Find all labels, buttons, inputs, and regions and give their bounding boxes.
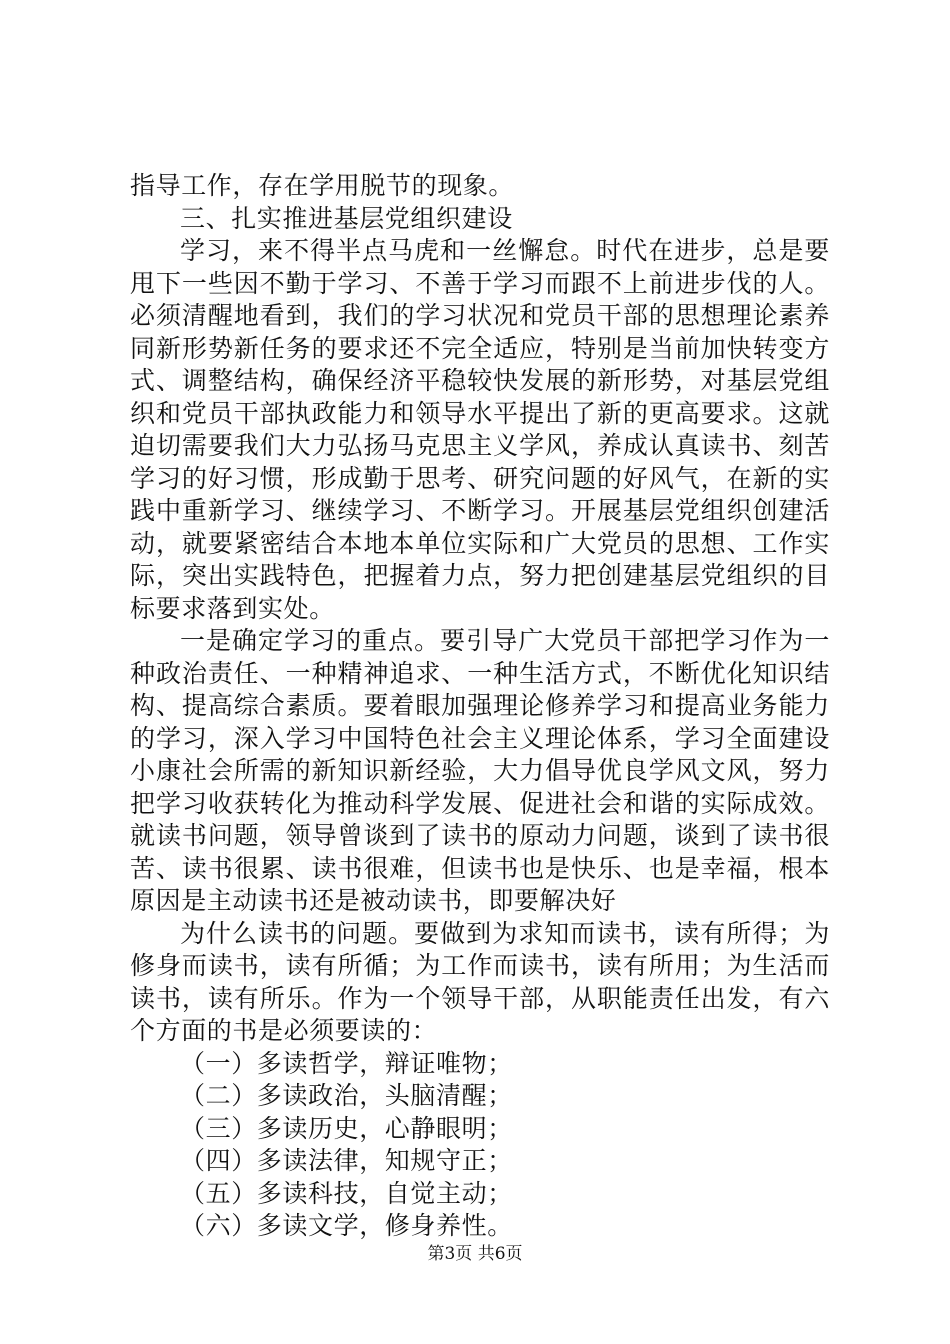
paragraph-study: 学习，来不得半点马虎和一丝懈怠。时代在进步，总是要甩下一些因不勤于学习、不善于学习而跟不上前进步伐的人。必须清醒地看到，我们的学习状况和党员干部的思想理论素养同新形势新任务的要求还不完全适应，特别是当前加快转变方式、调整结构，确保经济平稳较快发展的新形势，对基层党组织和党员干部执政能力和领导水平提出了新的更高要求。这就迫切需要我们大力弘扬马克思主义学风，养成认真读书、刻苦学习的好习惯，形成勤于思考、研究问题的好风气，在新的实践中重新学习、继续学习、不断学习。开展基层党组织创建活动，就要紧密结合本地本单位实际和广大党员的思想、工作实际，突出实践特色，把握着力点，努力把创建基层党组织的目标要求落到实处。 — [130, 236, 830, 623]
document-body — [130, 170, 830, 1243]
section-heading: 三、扎实推进基层党组织建设 — [180, 203, 513, 233]
list-item: （一）多读哲学，辩证唯物； — [180, 1048, 513, 1078]
paragraph-key-points: 一是确定学习的重点。要引导广大党员干部把学习作为一种政治责任、一种精神追求、一种生活方式，不断优化知识结构、提高综合素质。要着眼加强理论修养学习和提高业务能力的学习，深入学习中国特色社会主义理论体系，学习全面建设小康社会所需的新知识新经验，大力倡导优良学风文风，努力把学习收获转化为推动科学发展、促进社会和谐的实际成效。就读书问题，领导曾谈到了读书的原动力问题，谈到了读书很苦、读书很累、读书很难，但读书也是快乐、也是幸福，根本原因是主动读书还是被动读书，即要解决好 — [130, 626, 830, 915]
list-item: （五）多读科技，自觉主动； — [180, 1178, 513, 1208]
list-item: （二）多读政治，头脑清醒； — [180, 1081, 513, 1110]
paragraph-closing-line: 指导工作，存在学用脱节的现象。 — [130, 171, 515, 200]
list-item: （三）多读历史，心静眼明； — [180, 1113, 513, 1143]
list-item: （六）多读文学，修身养性。 — [180, 1211, 513, 1240]
page-footer: 第3页 共6页 — [427, 1244, 523, 1264]
list-item: （四）多读法律，知规守正； — [180, 1146, 513, 1175]
paragraph-why-read: 为什么读书的问题。要做到为求知而读书，读有所得；为修身而读书，读有所循；为工作而读书，读有所用；为生活而读书，读有所乐。作为一个领导干部，从职能责任出发，有六个方面的书是必须要读的： — [130, 918, 830, 1045]
